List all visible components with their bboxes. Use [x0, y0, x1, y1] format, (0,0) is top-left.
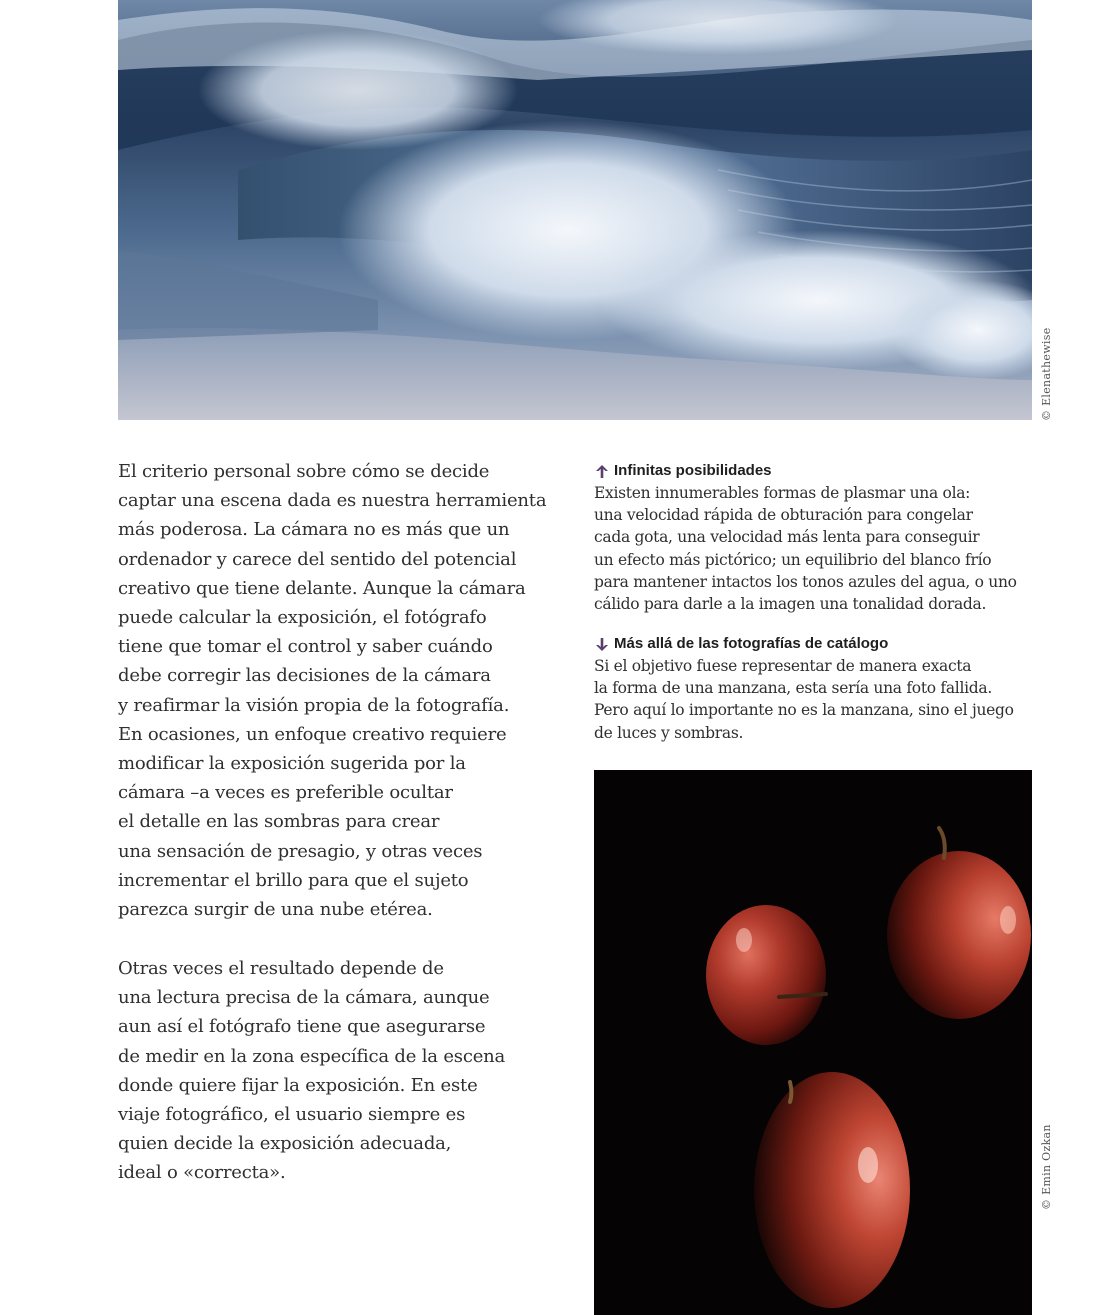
body-paragraph-2: Otras veces el resultado depende de una lectura precisa de la cámara, aunque aun así el fotógrafo tiene que asegurarse de medir en la zona específica de la escena donde quiere fijar la exposición. En este viaje fotográfico, el usuario siempre es quien decide la exposición adecuada, ideal o «correcta». [118, 958, 506, 1184]
caption-title-text: Infinitas posibilidades [614, 462, 772, 479]
wave-photo-credit: © Elenathewise [1040, 327, 1053, 421]
caption-title [594, 460, 1044, 482]
caption-mas-alla [594, 633, 1044, 744]
apples-photo-credit: © Emin Ozkan [1040, 1124, 1053, 1210]
wave-photo [118, 0, 1032, 420]
caption-title [594, 633, 1044, 655]
caption-infinitas-posibilidades [594, 460, 1044, 615]
arrow-up-icon [594, 463, 610, 479]
caption-text: Existen innumerables formas de plasmar una ola: una velocidad rápida de obturación para congelar cada gota, una velocidad más lenta para conseguir un efecto más pictórico; un equilibrio del blanco frío para mantener intactos los tonos azules del agua, o uno cálido para darle a la imagen una tonalidad dorada. [594, 484, 1017, 614]
caption-text: Si el objetivo fuese representar de manera exacta la forma de una manzana, esta sería una foto fallida. Pero aquí lo importante no es la manzana, sino el juego de luces y sombras. [594, 657, 1014, 742]
arrow-down-icon [594, 636, 610, 652]
caption-title-text: Más allá de las fotografías de catálogo [614, 635, 889, 652]
apples-photo [594, 770, 1032, 1315]
body-paragraph-1: El criterio personal sobre cómo se decide captar una escena dada es nuestra herramienta más poderosa. La cámara no es más que un ordenador y carece del sentido del potencial creativo que tiene delante. Aunque la cámara puede calcular la exposición, el fotógrafo tiene que tomar el control y saber cuándo debe corregir las decisiones de la cámara y reafirmar la visión propia de la fotografía. En ocasiones, un enfoque creativo requiere modificar la exposición sugerida por la cámara –a veces es preferible ocultar el detalle en las sombras para crear una sensación de presagio, y otras veces incrementar el brillo para que el sujeto parezca surgir de una nube etérea. [118, 461, 547, 921]
